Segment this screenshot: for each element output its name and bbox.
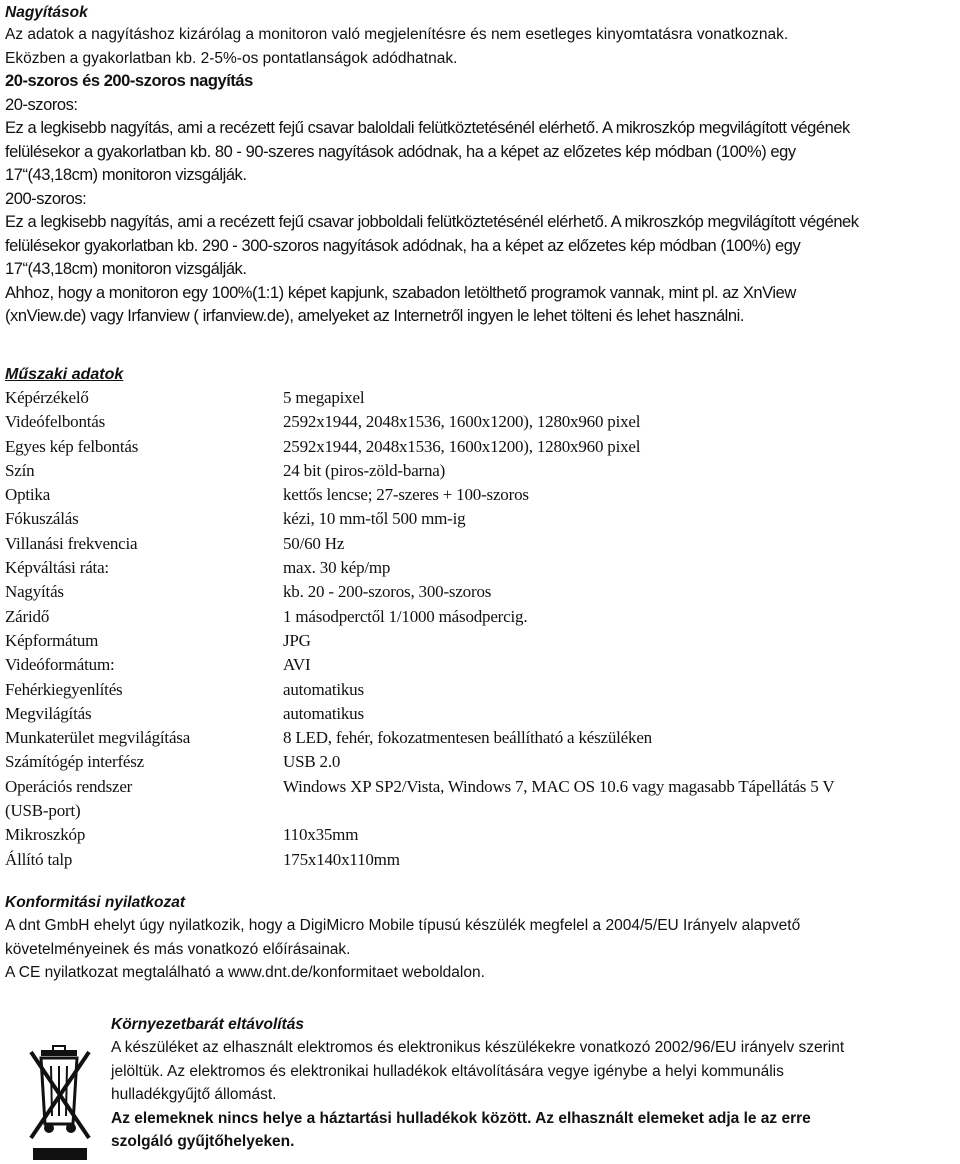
spec-key: Állító talp (5, 849, 73, 869)
spec-key: Operációs rendszer (5, 776, 133, 796)
conformity-line: A CE nyilatkozat megtalálható a www.dnt.de/konformitaet weboldalon. (5, 964, 485, 981)
disposal-line: A készüléket az elhasznált elektromos és elektronikus készülékekre vonatkozó 2002/96/EU irányelv szerint (111, 1039, 845, 1056)
spec-key: Villanási frekvencia (5, 533, 138, 553)
conformity-line: követelményeinek és más vonatkozó előírásainak. (5, 940, 351, 958)
spec-value: automatikus (283, 679, 364, 699)
spec-key: (USB-port) (5, 801, 81, 821)
spec-key: Nagyítás (5, 582, 64, 602)
spec-key: Videófelbontás (5, 412, 106, 432)
spec-key: Szín (5, 460, 35, 480)
spec-row (5, 435, 955, 459)
conformity-line: A dnt GmbH ehelyt úgy nyilatkozik, hogy a DigiMicro Mobile típusú készülék megfelel a 2004/5/EU Irányelv alapvető (5, 917, 801, 934)
spec-value: kb. 20 - 200-szoros, 300-szoros (283, 582, 492, 602)
spec-key: Mikroszkóp (5, 825, 86, 845)
mag-line: Az adatok a nagyításhoz kizárólag a monitoron való megjelenítésre és nem esetleges kinyomtatásra vonatkoznak. (5, 26, 789, 43)
disposal-line: hulladékgyűjtő állomást. (111, 1086, 277, 1103)
disposal-bold-line: Az elemeknek nincs helye a háztartási hulladékok között. Az elhasznált elemeket adja le az erre (111, 1109, 811, 1127)
spec-key: Képváltási ráta: (5, 558, 109, 578)
spec-value: kettős lencse; 27-szeres + 100-szoros (283, 485, 529, 505)
spec-value: 175x140x110mm (283, 849, 400, 869)
conformity-title: Konformitási nyilatkozat (5, 894, 185, 911)
spec-row (5, 507, 955, 531)
spec-value: Windows XP SP2/Vista, Windows 7, MAC OS 10.6 vagy magasabb Tápellátás 5 V (283, 776, 835, 796)
spec-key: Képérzékelő (5, 388, 89, 407)
spec-value: 50/60 Hz (283, 533, 345, 553)
spec-row (5, 556, 955, 580)
spec-row (5, 750, 955, 774)
spec-row (5, 678, 955, 702)
spec-row (5, 410, 955, 434)
mag-line: 17“(43,18cm) monitoron vizsgálják. (5, 260, 247, 278)
spec-table (5, 386, 955, 872)
disposal-text (111, 1014, 955, 1154)
spec-key: Optika (5, 485, 51, 505)
spec-row (5, 459, 955, 483)
spec-value: AVI (283, 655, 311, 675)
spec-row (5, 702, 955, 726)
mag-line: Ahhoz, hogy a monitoron egy 100%(1:1) képet kapjunk, szabadon letölthető programok vannak, mint pl. az XnView (5, 283, 796, 302)
spec-row (5, 726, 955, 750)
spec-row (5, 653, 955, 677)
spec-key: Megvilágítás (5, 703, 92, 723)
spec-key: Fehérkiegyenlítés (5, 679, 123, 699)
disposal-bold-line: szolgáló gyűjtőhelyeken. (111, 1133, 295, 1150)
spec-value (283, 799, 955, 823)
mag-line: Ez a legkisebb nagyítás, ami a recézett fejű csavar jobboldali felütköztetésénél elérhető. A mikroszkóp megvilágított végének (5, 213, 859, 231)
spec-value: 1 másodperctől 1/1000 másodpercig. (283, 606, 528, 626)
spec-value: 2592x1944, 2048x1536, 1600x1200), 1280x960 pixel (283, 412, 641, 432)
spec-row (5, 799, 955, 823)
disposal-title: Környezetbarát eltávolítás (111, 1016, 304, 1033)
spec-key: Záridő (5, 606, 50, 626)
magnification-title: Nagyítások (5, 4, 88, 21)
spec-row (5, 580, 955, 604)
spec-row (5, 483, 955, 507)
mag-subheading: 20-szoros és 200-szoros nagyítás (5, 72, 253, 90)
mag-line: Eközben a gyakorlatban kb. 2-5%-os pontatlanságok adódhatnak. (5, 49, 458, 67)
spec-key: Munkaterület megvilágítása (5, 728, 191, 748)
spec-value: max. 30 kép/mp (283, 558, 391, 578)
spec-value: 5 megapixel (283, 388, 365, 407)
spec-key: Képformátum (5, 630, 99, 650)
spec-key: Egyes kép felbontás (5, 436, 139, 456)
spec-row (5, 848, 955, 872)
spec-row (5, 629, 955, 653)
spec-row (5, 532, 955, 556)
crossed-out-wheelie-bin-icon (27, 1044, 93, 1164)
mag-line: (xnView.de) vagy Irfanview ( irfanview.de), amelyeket az Internetről ingyen le lehet tölteni és lehet használni. (5, 307, 744, 325)
spec-value: 110x35mm (283, 825, 359, 845)
mag-line: felülésekor gyakorlatban kb. 290 - 300-szoros nagyítások adódnak, ha a képet az előzetes kép módban (100%) egy (5, 236, 801, 255)
spec-row (5, 605, 955, 629)
spec-value: kézi, 10 mm-től 500 mm-ig (283, 509, 466, 529)
spec-key: Fókuszálás (5, 509, 79, 529)
spec-value: USB 2.0 (283, 752, 341, 772)
spec-value: automatikus (283, 703, 364, 723)
spec-row (5, 823, 955, 847)
spec-value: 8 LED, fehér, fokozatmentesen beállítható a készüléken (283, 728, 652, 748)
mag-line: felülésekor a gyakorlatban kb. 80 - 90-szeres nagyítások adódnak, ha a képet az előzetes kép módban (100%) egy (5, 142, 796, 161)
magnification-section (5, 2, 955, 329)
mag-line: 200-szoros: (5, 189, 87, 208)
disposal-line: jelöltük. Az elektromos és elektronikai hulladékok eltávolítására vegye igénybe a helyi kommunális (111, 1062, 784, 1080)
tech-specs-title: Műszaki adatok (5, 366, 124, 383)
mag-line: Ez a legkisebb nagyítás, ami a recézett fejű csavar baloldali felütköztetésénél elérhető. A mikroszkóp megvilágított végének (5, 119, 850, 137)
spec-key: Videóformátum: (5, 655, 115, 675)
mag-line: 20-szoros: (5, 95, 78, 114)
spec-value: JPG (283, 630, 311, 650)
spec-row (5, 775, 955, 799)
mag-line: 17“(43,18cm) monitoron vizsgálják. (5, 166, 247, 184)
conformity-section (5, 892, 955, 985)
spec-key: Számítógép interfész (5, 752, 145, 772)
spec-value: 24 bit (piros-zöld-barna) (283, 460, 446, 480)
spec-value: 2592x1944, 2048x1536, 1600x1200), 1280x960 pixel (283, 436, 641, 456)
tech-specs-section (5, 364, 955, 872)
spec-row (5, 386, 955, 410)
